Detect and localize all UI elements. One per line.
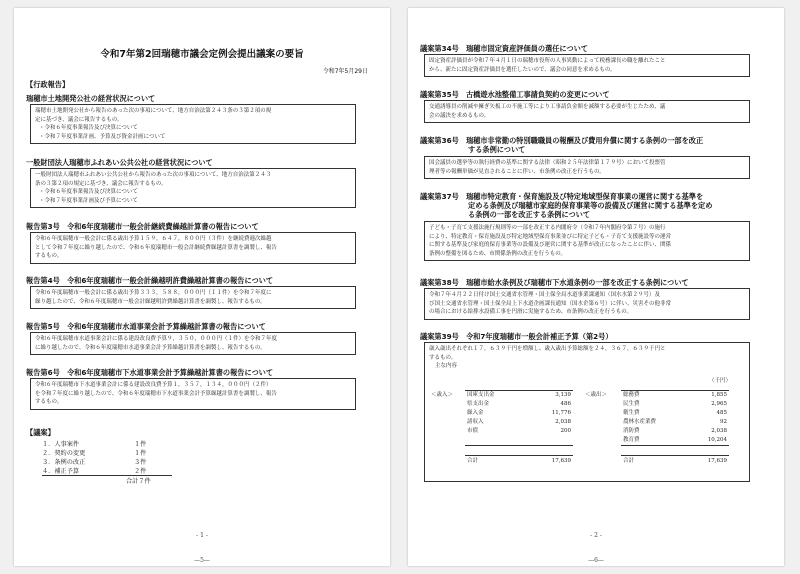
item-heading: 瑞穂市土地開発公社の経営状況について	[26, 94, 156, 103]
item-heading: 一般財団法人瑞穂市ふれあい公共公社の経営状況について	[26, 158, 213, 167]
item-body: 固定資産評価員が令和７年４月１日の瑞穂市役所の人事異動によって税務課長の職を離れたこと から、新たに固定資産評価員を選任したいので、議会の同意を求めるもの。	[424, 54, 750, 77]
expense-value: 1,855	[711, 392, 727, 398]
item-heading: 報告第6号 令和6年度瑞穂市下水道事業会計予算繰越計算書の報告について	[26, 368, 274, 377]
item-heading: 議案第36号 瑞穂市非常勤の特別職職員の報酬及び費用弁償に関する条例の一部を改正 する条例について	[420, 136, 704, 154]
income-value: 200	[560, 428, 571, 434]
item-heading: 議案第34号 瑞穂市固定資産評価員の選任について	[420, 44, 588, 53]
gian-list	[42, 440, 182, 486]
item-heading: 報告第4号 令和6年度瑞穂市一般会計繰越明許費繰越計算書の報告について	[26, 276, 274, 285]
item-body: 瑞穂市土地開発公社から報告のあった次の事項について、地方自治法第２４３条の３第２項の規 定に基づき、議会に報告するもの。 ・令和６年度事業報告及び決算について ・令和７年度事業計画、予算及び資金計画について	[30, 104, 356, 144]
page-title: 令和7年第2回瑞穂市議会定例会提出議案の要旨	[100, 49, 304, 60]
item-heading: 報告第3号 令和6年度瑞穂市一般会計継続費繰越計算書の報告について	[26, 222, 259, 231]
document-date: 令和7年5月29日	[322, 68, 368, 75]
page-number-bottom: —5—	[194, 557, 210, 564]
gian-row: ３．条例の改正 ３件	[42, 459, 147, 466]
item-body: 令和６年度瑞穂市一般会計に係る歳出予算１５９，６４７，８００円（３件）を継続費逓次繰越 として令和７年度に繰り越したので、令和６年度瑞穂市一般会計継続費繰越計算書を調製し、報告 するもの。	[30, 232, 356, 264]
page-number: - 2 -	[590, 532, 602, 539]
item-body: 令和６年度瑞穂市下水道事業会計に係る建設改良費予算１，３５７，１３４，０００円（２件） を令和７年度に繰り越したので、令和６年度瑞穂市下水道事業会計予算繰越計算書を調製し、報告 するもの。	[30, 378, 356, 410]
expense-name: 民生費	[623, 401, 640, 407]
expense-total-label: 合計	[623, 458, 635, 464]
section-header-gian: 【議案】	[26, 428, 55, 437]
income-name: 市債	[467, 428, 479, 434]
item-heading: 報告第5号 令和6年度瑞穂市水道事業会計予算繰越計算書の報告について	[26, 322, 266, 331]
item-body: 国会議員の選挙等の執行経費の基準に関する法律（昭和２５年法律第１７９号）において投票管 理者等の報酬単価が見直されることに伴い、市条例の改正を行うもの。	[424, 156, 750, 179]
item-body: 子ども・子育て支援法施行規則等の一部を改正する内閣府令（令和７年内閣府令第７号）の施行 により、特定教育・保育施設及び特定地域型保育事業並びに特定子ども・子育て支援施設等の運営 に関する基準及び家庭的保育事業等の設備及び運営に関する基準が改正になったことに伴い、関係 条例の整備を図るため、市関係条例の改正を行うもの。	[424, 221, 750, 261]
item-body-budget: 歳入歳出それぞれ１７，６３９千円を増額し、歳入歳出予算総額を２４，３６７，６３９千円と するもの。 主な内容 （千円） ＜歳入＞ ＜歳出＞ 国庫支出金 3,139 県支出金 486 繰入金 11,776 諸収入 2,038 市債 200 総務費 1,855 民生費 2,965 衛生費 485 農林水産業費 92 消防費 2,038 教育費 10,204 合計 17,639 合計 17,639	[424, 342, 750, 482]
item-body: 交通誘導員の削減や擁ぎ矢板工の不施工等により工事請負金額を減額する必要が生じたため、議 会の議決を求めるもの。	[424, 100, 750, 123]
income-value: 2,038	[555, 419, 571, 425]
item-heading: 議案第35号 古橋遊水池整備工事請負契約の変更について	[420, 90, 610, 99]
expense-value: 10,204	[707, 437, 727, 443]
expense-name: 総務費	[623, 392, 640, 398]
income-name: 県支出金	[467, 401, 490, 407]
document-page-2	[408, 8, 784, 566]
gian-row: ４．補正予算 ２件	[42, 467, 172, 476]
item-body: 令和７年４月２２日付け国土交通省水管理・国土保全局水道事業課通知（国水水第２９号）及 び国土交通省水管理・国土保全局上下水道企画課長通知（国水企第６号）に伴い、災害その他非常 の場合における給排水設備工事を円滑に実施するため、市条例の改正を行うもの。	[424, 288, 750, 320]
income-value: 11,776	[551, 410, 571, 416]
income-name: 繰入金	[467, 410, 484, 416]
income-total: 17,639	[551, 458, 571, 464]
budget-table	[425, 377, 749, 481]
item-body: 一般財団法人瑞穂市ふれあい公共公社から報告のあった次の事項について、地方自治法第２４３ 条の３第２項の規定に基づき、議会に報告するもの。 ・令和６年度事業報告及び決算について ・令和７年度事業計画及び予算について	[30, 168, 356, 208]
page-number: - 1 -	[196, 532, 208, 539]
gian-row: １．人事案件 １件	[42, 441, 147, 448]
item-heading: 議案第39号 令和7年度瑞穂市一般会計補正予算（第2号）	[420, 332, 613, 341]
income-total-label: 合計	[467, 458, 479, 464]
gian-row: ２．契約の変更 １件	[42, 450, 147, 457]
page-number-bottom: —6—	[588, 557, 604, 564]
expense-name: 農林水産業費	[623, 419, 657, 425]
expense-value: 92	[720, 419, 727, 425]
item-body: 令和６年度瑞穂市一般会計に係る歳出予算３３３，５８８，０００円（１１件）を令和７年度に 繰り越したので、令和６年度瑞穂市一般会計繰越明許費繰越計算書を調製し、報告するもの。	[30, 286, 356, 309]
income-name: 諸収入	[467, 419, 484, 425]
expense-name: 消防費	[623, 428, 640, 434]
document-page-1	[14, 8, 390, 566]
item-body: 令和６年度瑞穂市水道事業会計に係る建設改良費予算９，３５０，０００円（１件）を令和７年度 に繰り越したので、令和６年度瑞穂市水道事業会計予算繰越計算書を調製し、報告するもの。	[30, 332, 356, 355]
item-heading: 議案第37号 瑞穂市特定教育・保育施設及び特定地域型保育事業の運営に関する基準を 定める条例及び瑞穂市家庭的保育事業等の設備及び運営に関する基準を定め る条例の一部を改正する条例について	[420, 192, 713, 219]
gian-total: 合計７件	[126, 478, 151, 485]
expense-label: ＜歳出＞	[585, 392, 608, 398]
income-label: ＜歳入＞	[431, 392, 454, 398]
expense-name: 教育費	[623, 437, 640, 443]
expense-value: 485	[716, 410, 727, 416]
income-value: 3,139	[555, 392, 571, 398]
income-name: 国庫支出金	[467, 392, 495, 398]
expense-value: 2,965	[711, 401, 727, 407]
item-heading: 議案第38号 瑞穂市給水条例及び瑞穂市下水道条例の一部を改正する条例について	[420, 278, 689, 287]
unit-label: （千円）	[708, 378, 731, 384]
expense-total: 17,639	[707, 458, 727, 464]
section-header-report: 【行政報告】	[26, 80, 70, 89]
expense-value: 2,038	[711, 428, 727, 434]
income-value: 486	[560, 401, 571, 407]
expense-name: 衛生費	[623, 410, 640, 416]
